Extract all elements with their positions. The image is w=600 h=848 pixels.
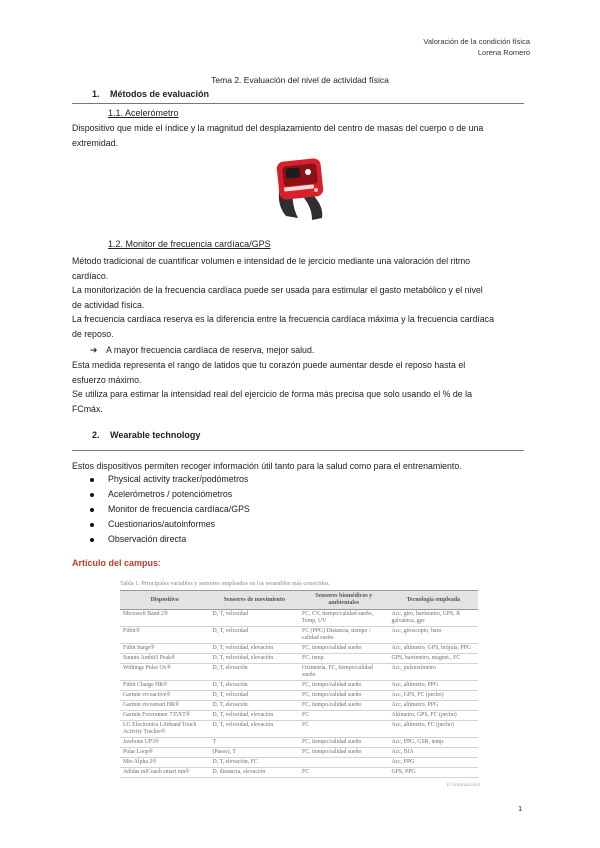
- section-1-title: Métodos de evaluación: [110, 89, 210, 99]
- table-row: [120, 610, 478, 627]
- table-cell: FC, tiempo/calidad sueño: [299, 748, 389, 758]
- table-cell: FC: [299, 768, 389, 778]
- bullet-icon: [90, 538, 94, 542]
- column-header: Dispositivo: [120, 591, 210, 610]
- text-line: extremidad.: [72, 137, 118, 148]
- section-1-number: 1.: [92, 89, 100, 99]
- table-row: [120, 627, 478, 644]
- list-item-text: Observación directa: [108, 534, 187, 544]
- text-line: Dispositivo que mide el índice y la magnitud del desplazamiento del centro de masas del cuerpo o de una: [72, 123, 484, 133]
- table-cell: D, T, velocidad: [210, 691, 300, 701]
- table-cell: D, T, velocidad, elevación: [210, 644, 300, 654]
- text-line: Se utiliza para estimar la intensidad real del ejercicio de forma más precisa que solo usando el % de la: [72, 389, 472, 400]
- column-header: Sensores de movimiento: [210, 591, 300, 610]
- subsection-1-1-heading: 1.1. Acelerómetro: [108, 108, 179, 118]
- table-cell: Acc, PPG, GSR, temp.: [389, 738, 479, 748]
- bullet-list: [90, 472, 250, 547]
- table-cell: FC, tiempo/calidad sueño: [299, 691, 389, 701]
- table-caption: Tabla 1. Principales variables y sensores empleados en los wearables más conocidos.: [120, 580, 331, 587]
- text-line: Método tradicional de cuantificar volumen e intensidad de le jercicio mediante una valoración del ritmo: [72, 256, 471, 266]
- section-1-heading: [92, 89, 209, 99]
- table-row: [120, 738, 478, 748]
- table-cell: Acc, pulsioxímetro: [389, 664, 479, 681]
- table-row: [120, 711, 478, 721]
- list-item: [90, 487, 250, 502]
- table-cell: Acc, giroscopio, baro: [389, 627, 479, 644]
- arrow-statement-text: A mayor frecuencia cardíaca de reserva, mejor salud.: [106, 345, 315, 355]
- text-line: esfuerzo máximo.: [72, 374, 142, 385]
- list-item: [90, 532, 250, 547]
- table-cell: D, T, velocidad: [210, 627, 300, 644]
- table-cell: D, T, velocidad, elevación: [210, 711, 300, 721]
- table-cell: Fitbit Charge HR®: [120, 681, 210, 691]
- text-line: FCmáx.: [72, 403, 103, 414]
- page-title: Tema 2. Evaluación del nivel de actividad física: [211, 75, 389, 85]
- table-row: [120, 681, 478, 691]
- list-item-text: Acelerómetros / potenciómetros: [108, 489, 233, 499]
- accelerometer-device-icon: [268, 150, 334, 222]
- table-cell: FC: [299, 721, 389, 738]
- table-row: [120, 748, 478, 758]
- table-row: [120, 758, 478, 768]
- text-line: de actividad física.: [72, 299, 145, 310]
- list-item-text: Physical activity tracker/podómetros: [108, 474, 249, 484]
- table-cell: FC, temp.: [299, 654, 389, 664]
- subsection-1-2-heading: 1.2. Monitor de frecuencia cardíaca/GPS: [108, 239, 271, 249]
- table-cell: Acc, giro, barómetro, GPS, R galvánica, gps: [389, 610, 479, 627]
- table-cell: GPS, PPG: [389, 768, 479, 778]
- table-row: [120, 664, 478, 681]
- section-2-title: Wearable technology: [110, 430, 201, 440]
- table-cell: FC, tiempo/calidad sueño: [299, 738, 389, 748]
- list-item: [90, 472, 250, 487]
- table-cell: FC (PPG) Distancia, tiempo / calidad sueño: [299, 627, 389, 644]
- table-cell: Withings Pulse Ox®: [120, 664, 210, 681]
- table-cell: D, T, elevación: [210, 681, 300, 691]
- table-cell: D, T, velocidad, elevación: [210, 654, 300, 664]
- wearables-table: [120, 590, 478, 778]
- article-table-image: [120, 580, 480, 788]
- table-row: [120, 721, 478, 738]
- table-cell: Altímetro, GPS, FC (pecho): [389, 711, 479, 721]
- table-cell: T: [210, 738, 300, 748]
- table-row: [120, 644, 478, 654]
- table-cell: Microsoft Band 2®: [120, 610, 210, 627]
- bullet-icon: [90, 478, 94, 482]
- table-cell: [299, 758, 389, 768]
- right-arrow-icon: ➔: [90, 345, 98, 355]
- table-row: [120, 654, 478, 664]
- section-2-number: 2.: [92, 430, 100, 440]
- table-cell: D, T, elevación: [210, 664, 300, 681]
- bullet-icon: [90, 493, 94, 497]
- table-cell: Acc, altímetro, GPS, brújula, PPG: [389, 644, 479, 654]
- subsection-1-2-text-continued: [72, 358, 530, 416]
- article-heading: [72, 558, 161, 568]
- table-cell: D, T, velocidad: [210, 610, 300, 627]
- bullet-icon: [90, 508, 94, 512]
- table-cell: FC, tiempo/calidad sueño: [299, 701, 389, 711]
- column-header: Sensores biomédicos y ambientales: [299, 591, 389, 610]
- table-cell: Acc, PPG: [389, 758, 479, 768]
- table-cell: Fitbit Surge®: [120, 644, 210, 654]
- table-cell: FC, tiempo/calidad sueño: [299, 681, 389, 691]
- table-cell: Acc, BIA: [389, 748, 479, 758]
- article-label: Artículo del campus: [72, 558, 159, 568]
- header-author: Lorena Romero: [477, 48, 530, 57]
- table-cell: (Pasos), T: [210, 748, 300, 758]
- subsection-1-2-text: [72, 254, 530, 342]
- table-row: [120, 701, 478, 711]
- table-cell: LG Electronics Lifeband Touch Activity Tracker®: [120, 721, 210, 738]
- section-2-heading: [92, 430, 200, 440]
- text-line: Esta medida representa el rango de latidos que tu corazón puede aumentar desde el reposo hasta el: [72, 360, 466, 370]
- table-body: [120, 610, 478, 778]
- table-cell: GPS, barómetro, magnet., FC: [389, 654, 479, 664]
- table-cell: FC, CV, tiempo/calidad sueño, Temp, UV: [299, 610, 389, 627]
- table-row: [120, 768, 478, 778]
- header-course: Valoración de la condición física: [423, 37, 530, 46]
- text-line: La frecuencia cardíaca reserva es la diferencia entre la frecuencia cardíaca máxima y la frecuencia cardíaca: [72, 314, 494, 325]
- table-cell: D, T, elevación: [210, 701, 300, 711]
- section-2-divider: [72, 450, 524, 451]
- table-cell: Fitbit®: [120, 627, 210, 644]
- table-cell: Garmin Forerunner 735XT®: [120, 711, 210, 721]
- table-cell: FC, tiempo/calidad sueño: [299, 644, 389, 654]
- table-cell: D, distancia, elevación: [210, 768, 300, 778]
- list-item-text: Monitor de frecuencia cardíaca/GPS: [108, 504, 250, 514]
- list-item: [90, 517, 250, 532]
- table-cell: Acc, altímetro, FC (pecho): [389, 721, 479, 738]
- table-cell: Oximetría, FC, tiempo/calidad sueño: [299, 664, 389, 681]
- text-line: cardíaco.: [72, 270, 109, 281]
- table-cell: Adidas miCoach smart run®: [120, 768, 210, 778]
- table-cell: Acc, GPS, FC (pecho): [389, 691, 479, 701]
- table-header-row: [120, 591, 478, 610]
- table-cell: D, T, velocidad, elevación: [210, 721, 300, 738]
- table-cell: FC: [299, 711, 389, 721]
- table-row: [120, 691, 478, 701]
- article-colon: :: [158, 558, 161, 568]
- section-1-divider: [72, 103, 524, 104]
- table-cell: Jawbone UP3®: [120, 738, 210, 748]
- subsection-1-1-text: [72, 121, 530, 150]
- bullet-icon: [90, 523, 94, 527]
- list-item-text: Cuestionarios/autoinformes: [108, 519, 216, 529]
- table-cell: Suunto Ambit3 Peak®: [120, 654, 210, 664]
- arrow-statement: [90, 345, 314, 356]
- table-cell: Acc, altímetro, PPG: [389, 701, 479, 711]
- page-header: [423, 36, 530, 58]
- table-cell: Polar Loop®: [120, 748, 210, 758]
- table-cell: Acc, altímetro, PPG: [389, 681, 479, 691]
- table-cell: Mio Alpha 2®: [120, 758, 210, 768]
- table-continued-note: (Continuación): [446, 782, 480, 788]
- column-header: Tecnología empleada: [389, 591, 479, 610]
- text-line: La monitorización de la frecuencia cardíaca puede ser usada para estimular el gasto metabólico y el nivel: [72, 285, 483, 296]
- table-cell: Garmin vivoactive®: [120, 691, 210, 701]
- page-number: 1: [518, 804, 523, 813]
- list-item: [90, 502, 250, 517]
- table-cell: Garmin vivosmart HR®: [120, 701, 210, 711]
- text-line: de reposo.: [72, 328, 114, 339]
- table-cell: D, T, elevación, FC: [210, 758, 300, 768]
- section-2-text: Estos dispositivos permiten recoger información útil tanto para la salud como para el entrenamiento.: [72, 461, 462, 471]
